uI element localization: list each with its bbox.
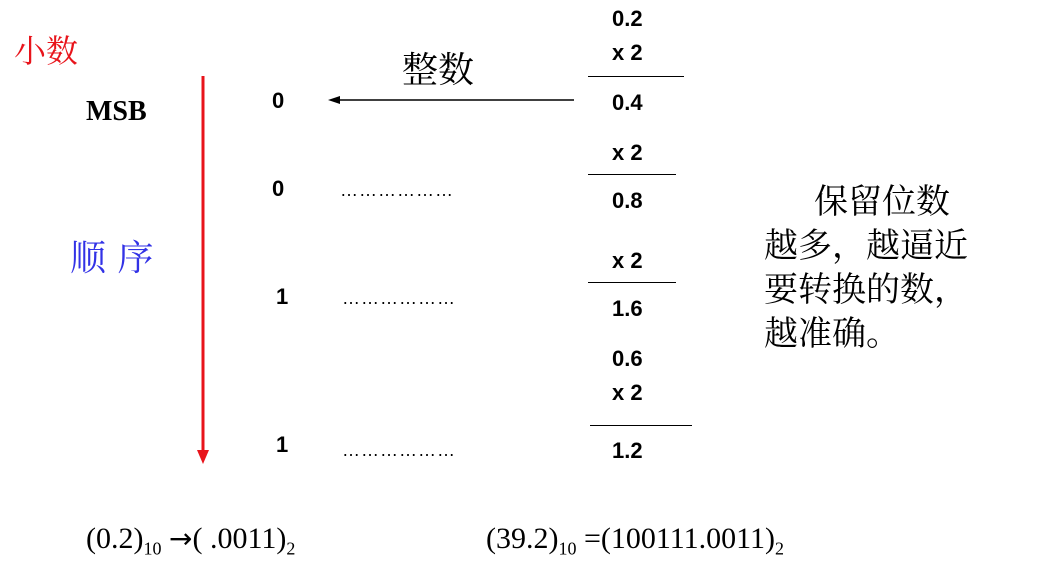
multiplier-2: x 2: [612, 140, 643, 165]
bit-2: 0: [272, 176, 285, 201]
multiplier-4: x 2: [612, 380, 643, 405]
order-label: 顺 序: [70, 238, 154, 279]
formula-right-value: (100111.0011): [600, 522, 776, 555]
multiplier-1: x 2: [612, 40, 643, 65]
result-4: 1.2: [612, 438, 643, 463]
formula-left-arrow: →: [168, 522, 193, 555]
rule-4: [590, 425, 692, 426]
result-1: 0.4: [612, 90, 643, 115]
integer-arrow-head: [328, 96, 340, 104]
bit-1: 0: [272, 88, 285, 113]
formula-right-open: (39.2): [486, 522, 559, 555]
rule-1: [588, 76, 684, 77]
formula-right-from-base: 10: [558, 538, 577, 559]
formula-left-from-base: 10: [143, 538, 162, 559]
bit-4: 1: [276, 432, 289, 457]
result-2: 0.8: [612, 188, 643, 213]
multiplicand-1: 0.2: [612, 6, 643, 31]
dots-connector-2: ………………: [340, 180, 454, 200]
formula-left-value: ( .0011): [192, 522, 287, 555]
integer-arrow: [326, 92, 576, 108]
fraction-label: 小数: [14, 32, 79, 70]
note-line-4: 越准确。: [764, 314, 900, 354]
formula-right-to-base: 2: [775, 538, 785, 559]
formula-left-to-base: 2: [286, 538, 296, 559]
formula-left: [86, 522, 295, 559]
note-line-3: 要转换的数，: [764, 270, 968, 310]
formula-right: [486, 522, 784, 559]
note-line-2: 越多，越逼近: [764, 226, 968, 266]
multiplicand-4: 0.6: [612, 346, 643, 371]
multiplier-3: x 2: [612, 248, 643, 273]
msb-label: MSB: [86, 96, 147, 127]
bit-3: 1: [276, 284, 289, 309]
rule-3: [588, 282, 676, 283]
formula-left-open: (0.2): [86, 522, 144, 555]
integer-label: 整数: [402, 50, 475, 91]
precision-note: [764, 180, 1034, 356]
result-3: 1.6: [612, 296, 643, 321]
formula-right-equals: =: [583, 522, 601, 555]
note-line-1: 保留位数: [814, 182, 950, 222]
rule-2: [588, 174, 676, 175]
order-arrow: [190, 70, 220, 470]
dots-connector-3: ………………: [342, 288, 456, 308]
dots-connector-4: ………………: [342, 440, 456, 460]
order-arrow-head: [197, 450, 209, 464]
